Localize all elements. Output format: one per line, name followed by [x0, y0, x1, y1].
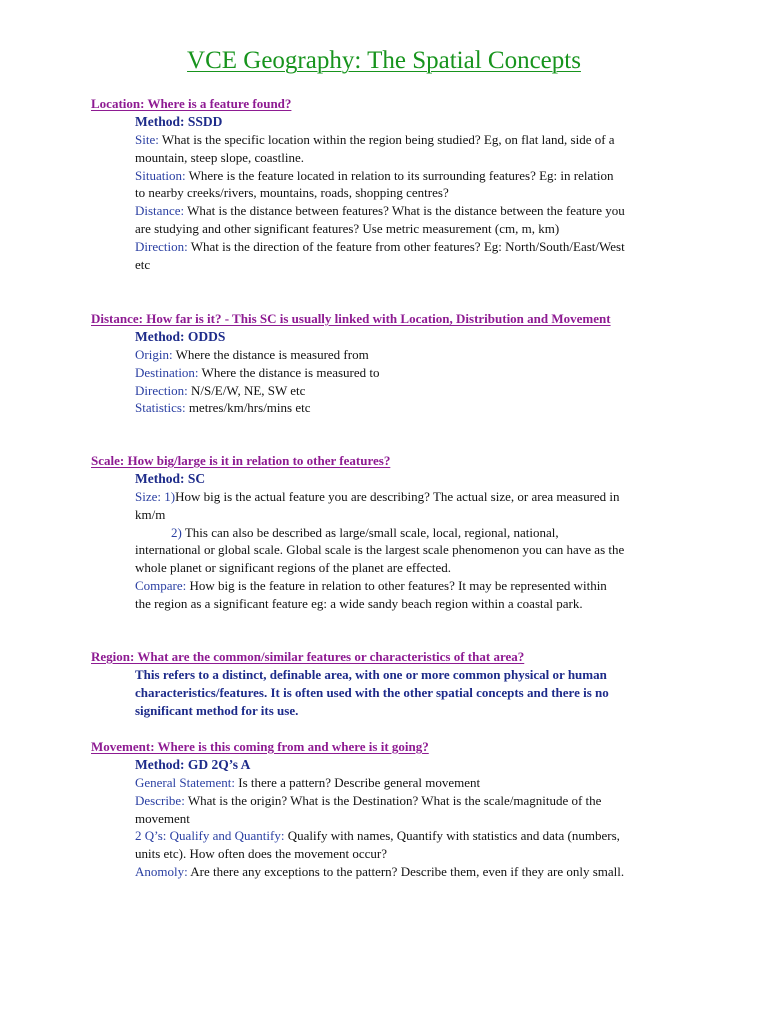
text-situation: Where is the feature located in relation to its surrounding features? Eg: in relation to nearby creeks/rivers, mountains, roads, shopping centres? — [135, 167, 614, 201]
text-compare: How big is the feature in relation to other features? It may be represented within the region as a significant feature eg: a wide sandy beach region within a coastal park. — [135, 577, 607, 611]
scale-size — [135, 488, 625, 524]
movement-qualify — [135, 827, 635, 863]
term-qualify: 2 Q’s: Qualify and Quantify: — [135, 828, 285, 844]
term-distance: Distance: — [135, 203, 185, 219]
distance-method: Method: ODDS — [135, 329, 226, 344]
text-origin: Where the distance is measured from — [172, 347, 369, 362]
distance-direction — [135, 382, 625, 400]
term-direction-2: Direction: — [135, 382, 188, 398]
term-destination: Destination: — [135, 364, 199, 380]
text-statistics: metres/km/hrs/mins etc — [185, 400, 311, 416]
location-method: Method: SSDD — [135, 114, 223, 129]
scale-method: Method: SC — [135, 471, 206, 486]
term-statistics: Statistics: — [135, 400, 186, 416]
region-heading: Region: What are the common/similar features or characteristics of that area? — [91, 649, 525, 664]
distance-destination — [135, 364, 625, 382]
text-direction-2: N/S/E/W, NE, SW etc — [187, 382, 306, 398]
term-size-2: 2) — [171, 524, 182, 540]
term-compare: Compare: — [135, 577, 187, 593]
term-origin: Origin: — [135, 347, 173, 362]
section-scale — [91, 452, 651, 613]
distance-heading: Distance: How far is it? - This SC is usually linked with Location, Distribution and Movement — [91, 311, 611, 326]
location-distance — [135, 202, 625, 238]
section-region — [91, 648, 651, 719]
term-describe: Describe: — [135, 792, 185, 808]
page-title: VCE Geography: The Spatial Concepts — [187, 47, 581, 74]
scale-heading: Scale: How big/large is it in relation to other features? — [91, 453, 391, 468]
term-size: Size: 1) — [135, 489, 176, 504]
text-general-statement: Is there a pattern? Describe general movement — [235, 775, 481, 790]
text-distance: What is the distance between features? What is the distance between the feature you are studying and other significant features? Use metric measurement (cm, m, km) — [135, 203, 625, 236]
text-qualify: Qualify with names, Quantify with statistics and data (numbers, units etc). How often does the movement occur? — [135, 828, 620, 862]
location-direction — [135, 238, 625, 274]
term-situation: Situation: — [135, 167, 186, 183]
movement-describe — [135, 792, 635, 828]
location-site — [135, 131, 625, 167]
term-direction: Direction: — [135, 238, 188, 254]
movement-general — [135, 774, 635, 792]
location-situation — [135, 167, 625, 203]
section-location — [91, 95, 651, 273]
distance-origin — [135, 346, 625, 364]
text-size: How big is the actual feature you are describing? The actual size, or area measured in km/m — [135, 489, 620, 522]
text-direction: What is the direction of the feature from other features? Eg: North/South/East/West etc — [135, 238, 625, 272]
term-anomoly: Anomoly: — [135, 863, 188, 879]
term-general-statement: General Statement: — [135, 775, 235, 790]
text-site: What is the specific location within the region being studied? Eg, on flat land, side of a mountain, steep slope, coastline. — [135, 132, 615, 165]
text-describe: What is the origin? What is the Destination? What is the scale/magnitude of the movement — [135, 792, 602, 826]
scale-compare — [135, 577, 625, 613]
region-text: This refers to a distinct, definable area, with one or more common physical or human characteristics/features. It is often used with the other spatial concepts and there is no significant method for its use. — [135, 667, 609, 718]
section-movement — [91, 738, 651, 881]
distance-statistics — [135, 399, 625, 417]
scale-size-2 — [135, 524, 625, 577]
text-size-2: This can also be described as large/small scale, local, regional, national, international or global scale. Global scale is the largest scale phenomenon you can have as the whole planet or significant regions of the planet are effected. — [135, 524, 625, 576]
text-destination: Where the distance is measured to — [198, 364, 380, 380]
section-distance — [91, 310, 651, 417]
movement-anomoly — [135, 863, 635, 881]
movement-heading: Movement: Where is this coming from and where is it going? — [91, 739, 429, 754]
text-anomoly: Are there any exceptions to the pattern? Describe them, even if they are only small. — [187, 863, 625, 879]
location-heading: Location: Where is a feature found? — [91, 96, 292, 111]
term-site: Site: — [135, 132, 159, 147]
movement-method: Method: GD 2Q’s A — [135, 757, 251, 772]
